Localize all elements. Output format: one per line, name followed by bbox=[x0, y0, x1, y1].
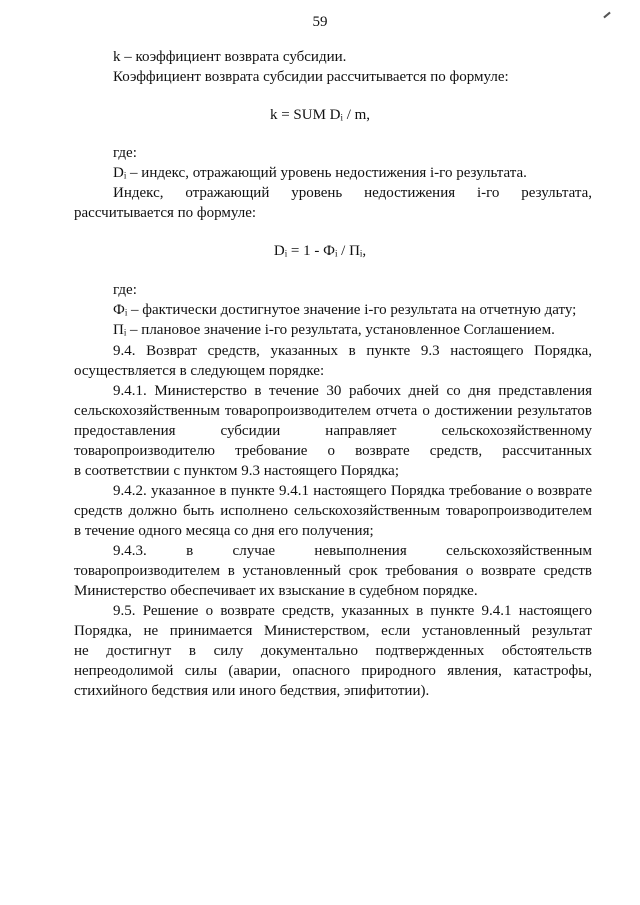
text-line: где: bbox=[113, 145, 137, 161]
text-line: товаропроизводителем в установленный срок требования о возврате средств bbox=[74, 563, 592, 579]
text-line: сельскохозяйственным товаропроизводителем отчета о достижении результатов bbox=[74, 403, 592, 419]
text-line: осуществляется в следующем порядке: bbox=[74, 363, 325, 379]
text-line: 9.4.2. указанное в пункте 9.4.1 настоящего Порядка требование о возврате bbox=[113, 483, 592, 499]
page-number: 59 bbox=[312, 14, 328, 30]
formula-k: k = SUM Dᵢ / m, bbox=[269, 107, 371, 123]
text-line: в соответствии с пунктом 9.3 настоящего Порядка; bbox=[74, 463, 400, 479]
text-line: 9.4. Возврат средств, указанных в пункте 9.3 настоящего Порядка, bbox=[113, 343, 592, 359]
text-line: Фᵢ – фактически достигнутое значение i-го результата на отчетную дату; bbox=[113, 302, 577, 318]
text-line: 9.4.3. в случае невыполнения сельскохозяйственным bbox=[113, 543, 592, 559]
text-line: Коэффициент возврата субсидии рассчитывается по формуле: bbox=[113, 69, 509, 85]
text-line: Порядка, не принимается Министерством, если установленный результат bbox=[74, 623, 592, 639]
text-line: 9.4.1. Министерство в течение 30 рабочих дней со дня представления bbox=[113, 383, 592, 399]
text-line: средств должно быть исполнено сельскохозяйственным товаропроизводителем bbox=[74, 503, 592, 519]
text-line: рассчитывается по формуле: bbox=[74, 205, 257, 221]
text-line: не достигнут в силу документально подтвержденных обстоятельств bbox=[74, 643, 592, 659]
text-line: Пᵢ – плановое значение i-го результата, установленное Соглашением. bbox=[113, 322, 555, 338]
text-line: товаропроизводителю требование о возврате средств, рассчитанных bbox=[74, 443, 592, 459]
formula-d: Dᵢ = 1 - Фᵢ / Пᵢ, bbox=[273, 243, 367, 259]
text-line: где: bbox=[113, 282, 137, 298]
text-line: в течение одного месяца со дня его получения; bbox=[74, 523, 374, 539]
text-line: 9.5. Решение о возврате средств, указанных в пункте 9.4.1 настоящего bbox=[113, 603, 592, 619]
text-line: Министерство обеспечивает их взыскание в судебном порядке. bbox=[74, 583, 478, 599]
text-line: Индекс, отражающий уровень недостижения i-го результата, bbox=[113, 185, 592, 201]
text-line: k – коэффициент возврата субсидии. bbox=[113, 49, 347, 65]
text-line: стихийного бедствия или иного бедствия, эпифитотии). bbox=[74, 683, 430, 699]
text-line: Dᵢ – индекс, отражающий уровень недостижения i-го результата. bbox=[113, 165, 527, 181]
text-line: непреодолимой силы (аварии, опасного природного явления, катастрофы, bbox=[74, 663, 592, 679]
text-line: предоставления субсидии направляет сельскохозяйственному bbox=[74, 423, 592, 439]
